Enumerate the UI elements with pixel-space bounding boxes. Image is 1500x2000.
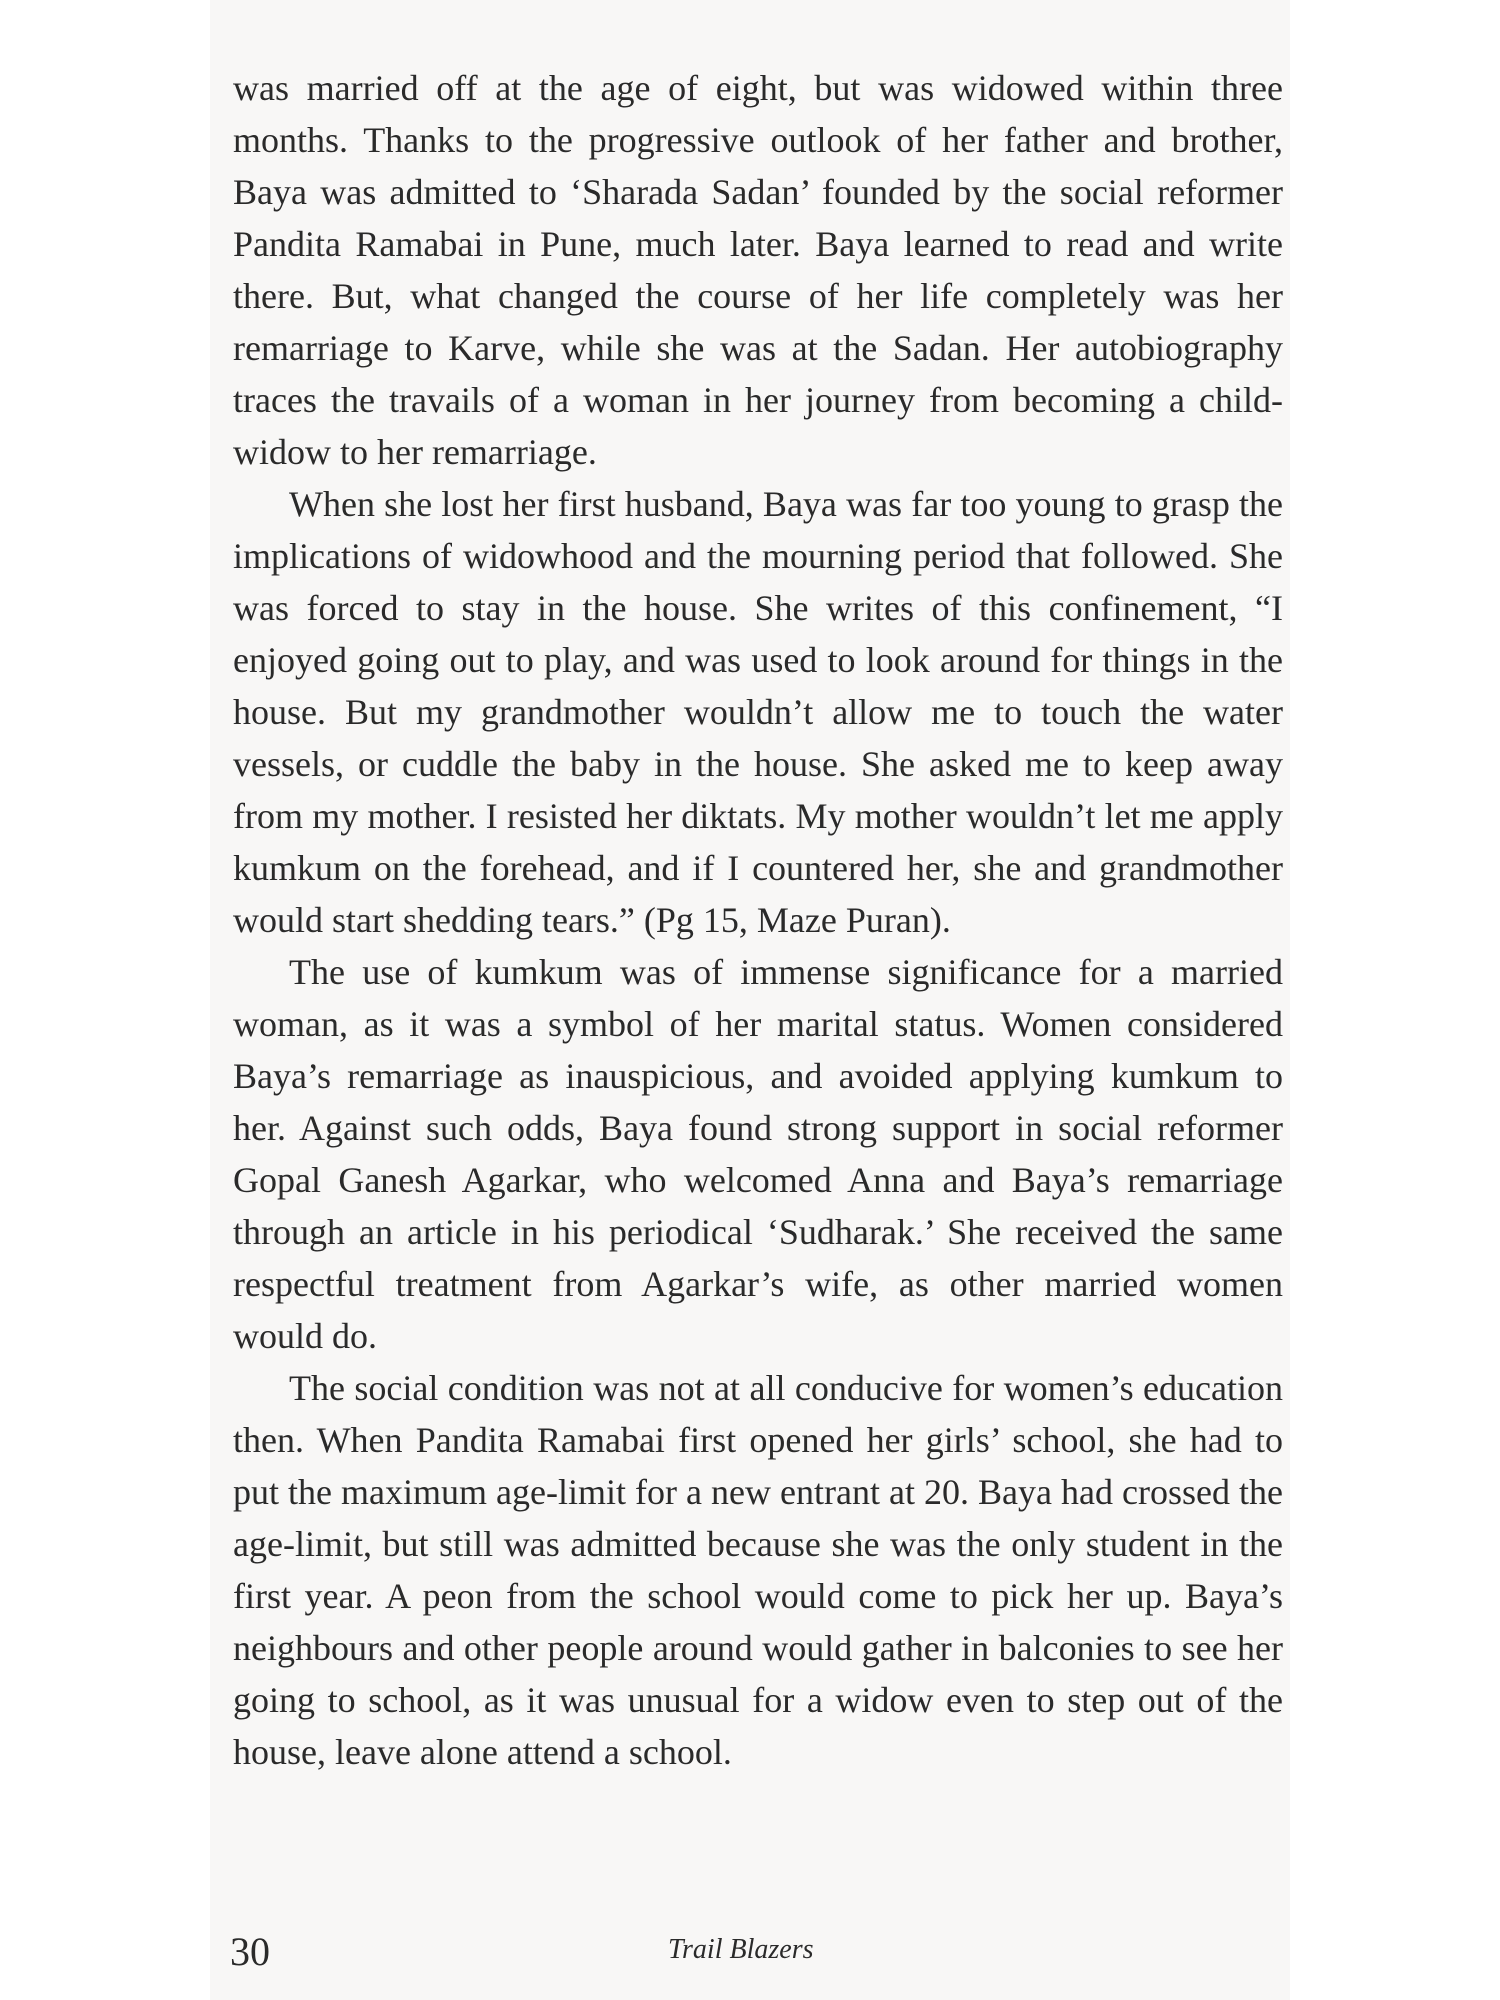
paragraph-widowhood: When she lost her first husband, Baya was far too young to grasp the implications of widowhood and the mourning period that followed. She was forced to stay in the house. She writes of this confinement, “I enjoyed going out to play, and was used to look around for things in the house. But my grandmother wouldn’t allow me to touch the water vessels, or cuddle the baby in the house. She asked me to keep away from my mother. I resisted her diktats. My mother wouldn’t let me apply kumkum on the forehead, and if I countered her, she and grandmother would start shedding tears.” (Pg 15, Maze Puran). xyxy=(233,484,1283,940)
body-text xyxy=(233,62,1283,1778)
paragraph-continued: was married off at the age of eight, but was widowed within three months. Thanks to the progressive outlook of her father and brother, Baya was admitted to ‘Sharada Sadan’ founded by the social reformer Pandita Ramabai in Pune, much later. Baya learned to read and write there. But, what changed the course of her life completely was her remarriage to Karve, while she was at the Sadan. Her autobiography traces the travails of a woman in her journey from becoming a child-widow to her remarriage. xyxy=(233,68,1283,472)
paragraph-kumkum: The use of kumkum was of immense significance for a married woman, as it was a symbol of her marital status. Women considered Baya’s remarriage as inauspicious, and avoided applying kumkum to her. Against such odds, Baya found strong support in social reformer Gopal Ganesh Agarkar, who welcomed Anna and Baya’s remarriage through an article in his periodical ‘Sudharak.’ She received the same respectful treatment from Agarkar’s wife, as other married women would do. xyxy=(233,952,1283,1356)
page-footer xyxy=(218,1928,1282,1978)
paragraph-education: The social condition was not at all conducive for women’s education then. When Pandita Ramabai first opened her girls’ school, she had to put the maximum age-limit for a new entrant at 20. Baya had crossed the age-limit, but still was admitted because she was the only student in the first year. A peon from the school would come to pick her up. Baya’s neighbours and other people around would gather in balconies to see her going to school, as it was unusual for a widow even to step out of the house, leave alone attend a school. xyxy=(233,1368,1283,1772)
running-title: Trail Blazers xyxy=(668,1934,814,1965)
book-page xyxy=(210,0,1290,2000)
page-number: 30 xyxy=(230,1929,270,1974)
